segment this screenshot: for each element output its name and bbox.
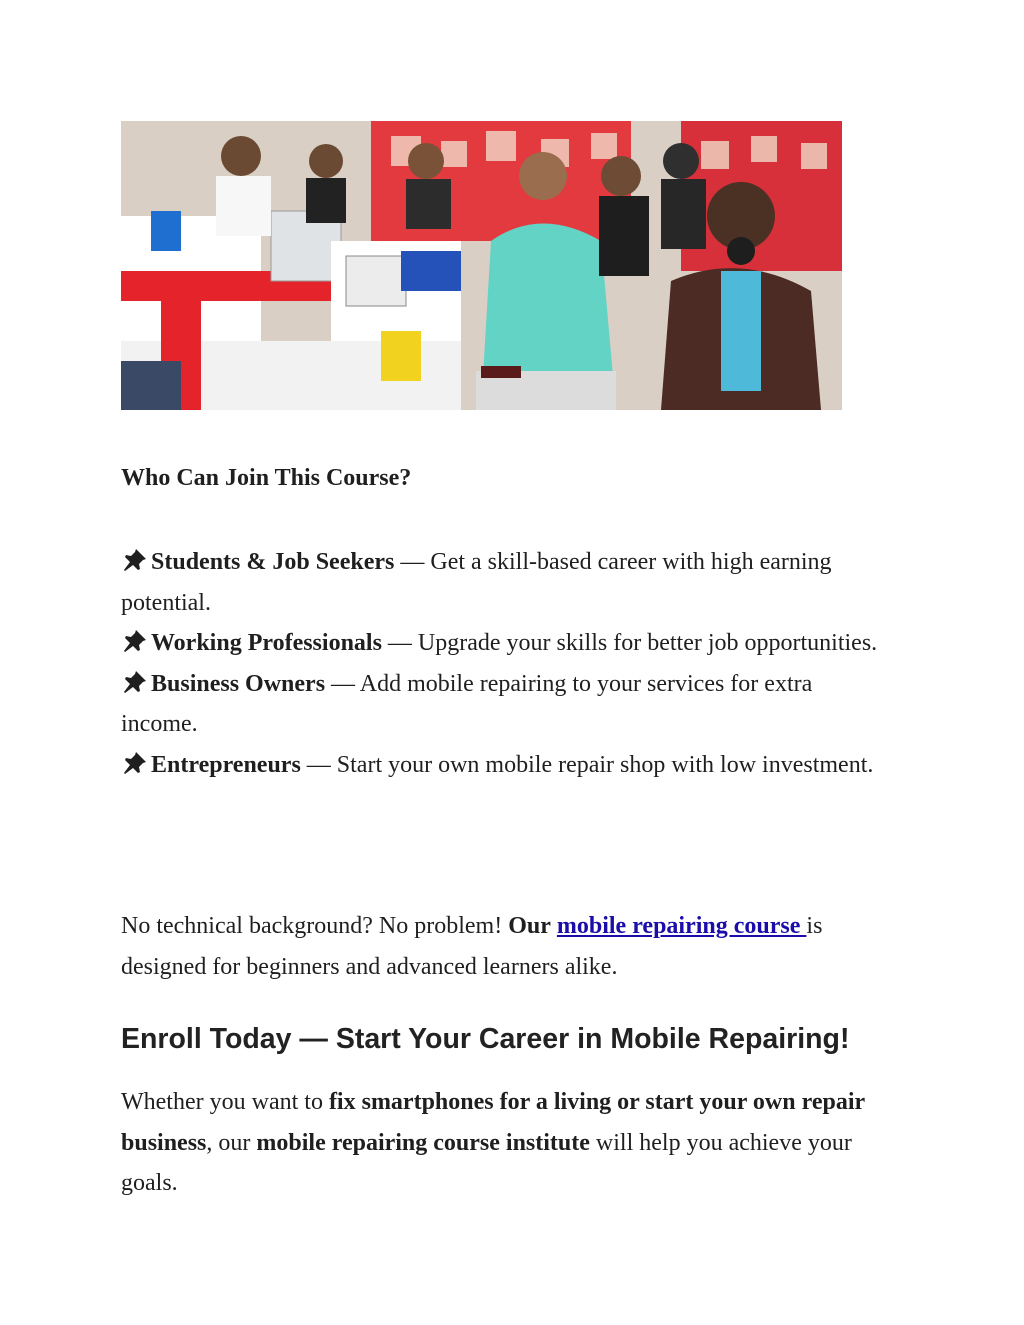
mobile-repairing-course-link[interactable]: mobile repairing course — [556, 913, 807, 939]
para1-bold: Our — [508, 913, 551, 939]
section-heading-who-can-join: Who Can Join This Course? — [121, 465, 412, 491]
list-item — [121, 745, 891, 786]
audience-desc: Get a skill-based career with high earning potential. — [121, 549, 832, 616]
audience-title: Entrepreneurs — [151, 751, 301, 778]
audience-desc: Add mobile repairing to your services for extra income. — [121, 670, 813, 737]
separator: — — [300, 751, 337, 778]
audience-list — [121, 542, 891, 785]
audience-desc: Upgrade your skills for better job opportunities. — [417, 630, 878, 656]
para1-lead: No technical background? No problem! — [121, 913, 509, 939]
audience-title: Working Professionals — [151, 630, 382, 656]
list-item — [121, 623, 891, 664]
separator: — — [381, 630, 418, 656]
para2-text: will help you achieve your goals. — [121, 1129, 852, 1196]
para2-bold: mobile repairing course institute — [256, 1129, 590, 1156]
para2-text: Whether you want to — [121, 1089, 329, 1115]
pushpin-icon — [121, 667, 147, 691]
para1-tail: is designed for beginners and advanced learners alike. — [121, 913, 823, 980]
list-item — [121, 542, 891, 623]
classroom-photo — [121, 121, 842, 410]
audience-desc: Start your own mobile repair shop with low investment. — [336, 751, 874, 778]
enroll-heading: Enroll Today — Start Your Career in Mobile Repairing! — [121, 1023, 850, 1055]
separator: — — [394, 549, 431, 575]
audience-title: Students & Job Seekers — [151, 549, 395, 575]
whether-paragraph — [121, 1082, 891, 1204]
pushpin-icon — [121, 626, 147, 650]
list-item — [121, 664, 891, 745]
no-background-paragraph — [121, 906, 891, 987]
separator: — — [325, 670, 360, 697]
pushpin-icon — [121, 545, 147, 569]
para2-text: , our — [206, 1129, 257, 1156]
pushpin-icon — [121, 748, 147, 772]
audience-title: Business Owners — [151, 670, 326, 697]
para2-bold: fix smartphones for a living or start your own repair business — [121, 1089, 865, 1156]
